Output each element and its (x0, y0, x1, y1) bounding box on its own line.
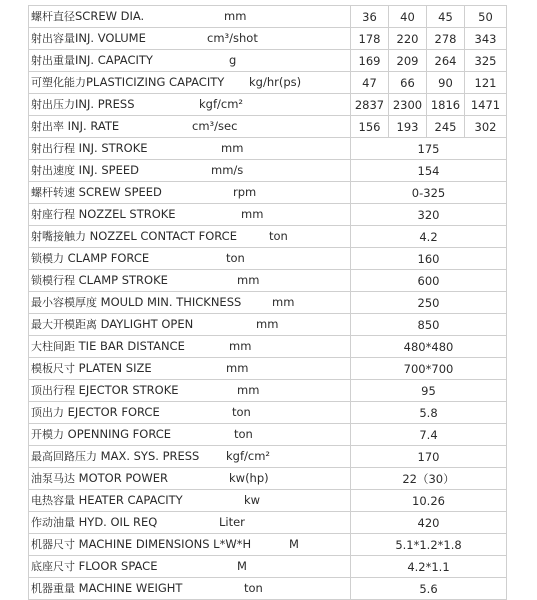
spec-label-cell (29, 204, 351, 226)
spec-label-zh: 最小容模厚度 (31, 296, 97, 309)
spec-value-cell: 50 (465, 6, 507, 28)
spec-row (29, 380, 507, 402)
spec-row (29, 468, 507, 490)
spec-unit: mm (237, 383, 260, 397)
spec-value-cell: 850 (351, 314, 507, 336)
spec-value-cell: 22（30） (351, 468, 507, 490)
spec-label-en: NOZZEL CONTACT FORCE (86, 229, 237, 243)
spec-label-cell (29, 116, 351, 138)
spec-value-cell: 4.2 (351, 226, 507, 248)
spec-value-cell: 175 (351, 138, 507, 160)
spec-label-zh: 可塑化能力 (31, 76, 86, 89)
spec-label-en: MACHINE WEIGHT (75, 581, 183, 595)
spec-label-en: FLOOR SPACE (75, 559, 158, 573)
spec-label-en: EJECTOR FORCE (64, 405, 160, 419)
spec-label-zh: 顶出行程 (31, 384, 75, 397)
spec-value-cell: 0-325 (351, 182, 507, 204)
spec-unit: kg/hr(ps) (249, 75, 302, 89)
spec-label-en: PLATEN SIZE (75, 361, 152, 375)
spec-label-cell (29, 402, 351, 424)
spec-label-en: EJECTOR STROKE (75, 383, 179, 397)
spec-label-cell (29, 292, 351, 314)
spec-unit: mm (272, 295, 295, 309)
spec-label-zh: 螺杆直径 (31, 10, 75, 23)
spec-row (29, 204, 507, 226)
spec-value-cell: 209 (389, 50, 427, 72)
spec-label-cell (29, 94, 351, 116)
spec-label-cell (29, 6, 351, 28)
spec-unit: mm (229, 339, 252, 353)
spec-table (28, 5, 507, 600)
spec-row (29, 446, 507, 468)
spec-value-cell: 154 (351, 160, 507, 182)
spec-row (29, 402, 507, 424)
spec-row (29, 314, 507, 336)
spec-label-en: CLAMP STROKE (75, 273, 168, 287)
spec-unit: g (229, 53, 237, 67)
spec-label-en: DAYLIGHT OPEN (97, 317, 194, 331)
spec-value-cell: 7.4 (351, 424, 507, 446)
spec-label-en: MOTOR POWER (75, 471, 168, 485)
spec-label-cell (29, 314, 351, 336)
spec-row (29, 116, 507, 138)
spec-label-cell (29, 534, 351, 556)
spec-value-cell: 156 (351, 116, 389, 138)
spec-unit: ton (232, 405, 251, 419)
spec-unit: kw (244, 493, 261, 507)
spec-row (29, 270, 507, 292)
spec-label-zh: 射出重量 (31, 54, 75, 67)
spec-label-en: HYD. OIL REQ (75, 515, 158, 529)
spec-unit: mm (237, 273, 260, 287)
spec-unit: ton (269, 229, 288, 243)
spec-label-cell (29, 424, 351, 446)
spec-value-cell: 1816 (427, 94, 465, 116)
spec-value-cell: 325 (465, 50, 507, 72)
spec-value-cell: 90 (427, 72, 465, 94)
spec-label-en: HEATER CAPACITY (75, 493, 183, 507)
spec-label-cell (29, 380, 351, 402)
spec-row (29, 28, 507, 50)
spec-label-en: INJ. PRESS (75, 97, 135, 111)
spec-value-cell: 5.8 (351, 402, 507, 424)
spec-value-cell: 700*700 (351, 358, 507, 380)
spec-label-zh: 射出行程 (31, 142, 75, 155)
spec-label-en: CLAMP FORCE (64, 251, 150, 265)
spec-label-zh: 开模力 (31, 428, 64, 441)
spec-label-zh: 最高回路压力 (31, 450, 97, 463)
spec-value-cell: 600 (351, 270, 507, 292)
spec-label-zh: 射出压力 (31, 98, 75, 111)
spec-row (29, 50, 507, 72)
spec-value-cell: 10.26 (351, 490, 507, 512)
spec-value-cell: 2300 (389, 94, 427, 116)
spec-unit: ton (234, 427, 253, 441)
spec-unit: mm (256, 317, 279, 331)
spec-label-cell (29, 358, 351, 380)
spec-label-zh: 顶出力 (31, 406, 64, 419)
spec-unit: ton (226, 251, 245, 265)
spec-value-cell: 480*480 (351, 336, 507, 358)
spec-value-cell: 170 (351, 446, 507, 468)
spec-label-zh: 射出速度 (31, 164, 75, 177)
spec-value-cell: 121 (465, 72, 507, 94)
spec-label-zh: 射出率 (31, 120, 64, 133)
spec-unit: mm/s (211, 163, 244, 177)
spec-label-cell (29, 578, 351, 600)
spec-label-zh: 最大开模距离 (31, 318, 97, 331)
spec-row (29, 490, 507, 512)
spec-label-en: MACHINE DIMENSIONS L*W*H (75, 537, 252, 551)
spec-value-cell: 160 (351, 248, 507, 270)
spec-label-cell (29, 50, 351, 72)
spec-value-cell: 320 (351, 204, 507, 226)
spec-label-zh: 射出容量 (31, 32, 75, 45)
spec-row (29, 248, 507, 270)
spec-label-cell (29, 512, 351, 534)
spec-label-zh: 机器尺寸 (31, 538, 75, 551)
spec-label-en: MAX. SYS. PRESS (97, 449, 200, 463)
spec-label-zh: 底座尺寸 (31, 560, 75, 573)
spec-value-cell: 40 (389, 6, 427, 28)
spec-row (29, 578, 507, 600)
spec-row (29, 292, 507, 314)
spec-label-cell (29, 182, 351, 204)
spec-label-en: INJ. STROKE (75, 141, 148, 155)
spec-label-en: SCREW SPEED (75, 185, 162, 199)
spec-label-en: PLASTICIZING CAPACITY (86, 75, 225, 89)
spec-value-cell: 264 (427, 50, 465, 72)
spec-unit: mm (221, 141, 244, 155)
spec-unit: mm (224, 9, 247, 23)
spec-unit: M (289, 537, 299, 551)
spec-label-cell (29, 138, 351, 160)
spec-label-cell (29, 468, 351, 490)
spec-row (29, 72, 507, 94)
spec-value-cell: 5.6 (351, 578, 507, 600)
spec-label-en: SCREW DIA. (75, 9, 145, 23)
spec-label-en: INJ. SPEED (75, 163, 139, 177)
spec-row (29, 534, 507, 556)
spec-row (29, 226, 507, 248)
spec-row (29, 94, 507, 116)
spec-row (29, 182, 507, 204)
spec-label-cell (29, 72, 351, 94)
spec-value-cell: 95 (351, 380, 507, 402)
spec-value-cell: 250 (351, 292, 507, 314)
spec-label-cell (29, 490, 351, 512)
spec-row (29, 512, 507, 534)
spec-value-cell: 47 (351, 72, 389, 94)
spec-label-en: INJ. RATE (64, 119, 120, 133)
spec-label-cell (29, 160, 351, 182)
spec-label-zh: 机器重量 (31, 582, 75, 595)
spec-unit: kgf/cm² (226, 449, 271, 463)
spec-label-zh: 作动油量 (31, 516, 75, 529)
spec-value-cell: 245 (427, 116, 465, 138)
spec-value-cell: 1471 (465, 94, 507, 116)
spec-value-cell: 420 (351, 512, 507, 534)
spec-label-zh: 锁模行程 (31, 274, 75, 287)
spec-label-en: INJ. CAPACITY (75, 53, 153, 67)
spec-label-zh: 油泵马达 (31, 472, 75, 485)
spec-value-cell: 278 (427, 28, 465, 50)
spec-row (29, 336, 507, 358)
spec-value-cell: 302 (465, 116, 507, 138)
spec-label-cell (29, 270, 351, 292)
spec-row (29, 160, 507, 182)
spec-label-zh: 射嘴接触力 (31, 230, 86, 243)
spec-row (29, 6, 507, 28)
spec-value-cell: 193 (389, 116, 427, 138)
spec-label-en: INJ. VOLUME (75, 31, 146, 45)
spec-label-zh: 电热容量 (31, 494, 75, 507)
spec-value-cell: 343 (465, 28, 507, 50)
spec-label-cell (29, 226, 351, 248)
spec-value-cell: 169 (351, 50, 389, 72)
spec-label-zh: 射座行程 (31, 208, 75, 221)
spec-value-cell: 45 (427, 6, 465, 28)
spec-unit: rpm (233, 185, 257, 199)
spec-value-cell: 220 (389, 28, 427, 50)
spec-label-en: OPENNING FORCE (64, 427, 172, 441)
spec-unit: cm³/sec (192, 119, 238, 133)
spec-unit: cm³/shot (207, 31, 258, 45)
spec-unit: ton (244, 581, 263, 595)
spec-row (29, 424, 507, 446)
spec-value-cell: 36 (351, 6, 389, 28)
spec-label-cell (29, 556, 351, 578)
spec-label-cell (29, 446, 351, 468)
spec-label-cell (29, 28, 351, 50)
spec-label-zh: 模板尺寸 (31, 362, 75, 375)
spec-label-cell (29, 336, 351, 358)
spec-value-cell: 2837 (351, 94, 389, 116)
spec-unit: mm (226, 361, 249, 375)
spec-unit: kw(hp) (229, 471, 269, 485)
spec-label-cell (29, 248, 351, 270)
spec-value-cell: 5.1*1.2*1.8 (351, 534, 507, 556)
spec-table-body (29, 6, 507, 600)
spec-value-cell: 4.2*1.1 (351, 556, 507, 578)
spec-row (29, 138, 507, 160)
spec-unit: mm (241, 207, 264, 221)
spec-label-en: NOZZEL STROKE (75, 207, 176, 221)
spec-row (29, 556, 507, 578)
spec-value-cell: 178 (351, 28, 389, 50)
spec-label-zh: 锁模力 (31, 252, 64, 265)
spec-value-cell: 66 (389, 72, 427, 94)
spec-row (29, 358, 507, 380)
spec-label-zh: 大柱间距 (31, 340, 75, 353)
spec-unit: M (237, 559, 247, 573)
spec-label-zh: 螺杆转速 (31, 186, 75, 199)
spec-unit: kgf/cm² (199, 97, 244, 111)
spec-unit: Liter (219, 515, 245, 529)
spec-label-en: MOULD MIN. THICKNESS (97, 295, 242, 309)
spec-label-en: TIE BAR DISTANCE (75, 339, 185, 353)
